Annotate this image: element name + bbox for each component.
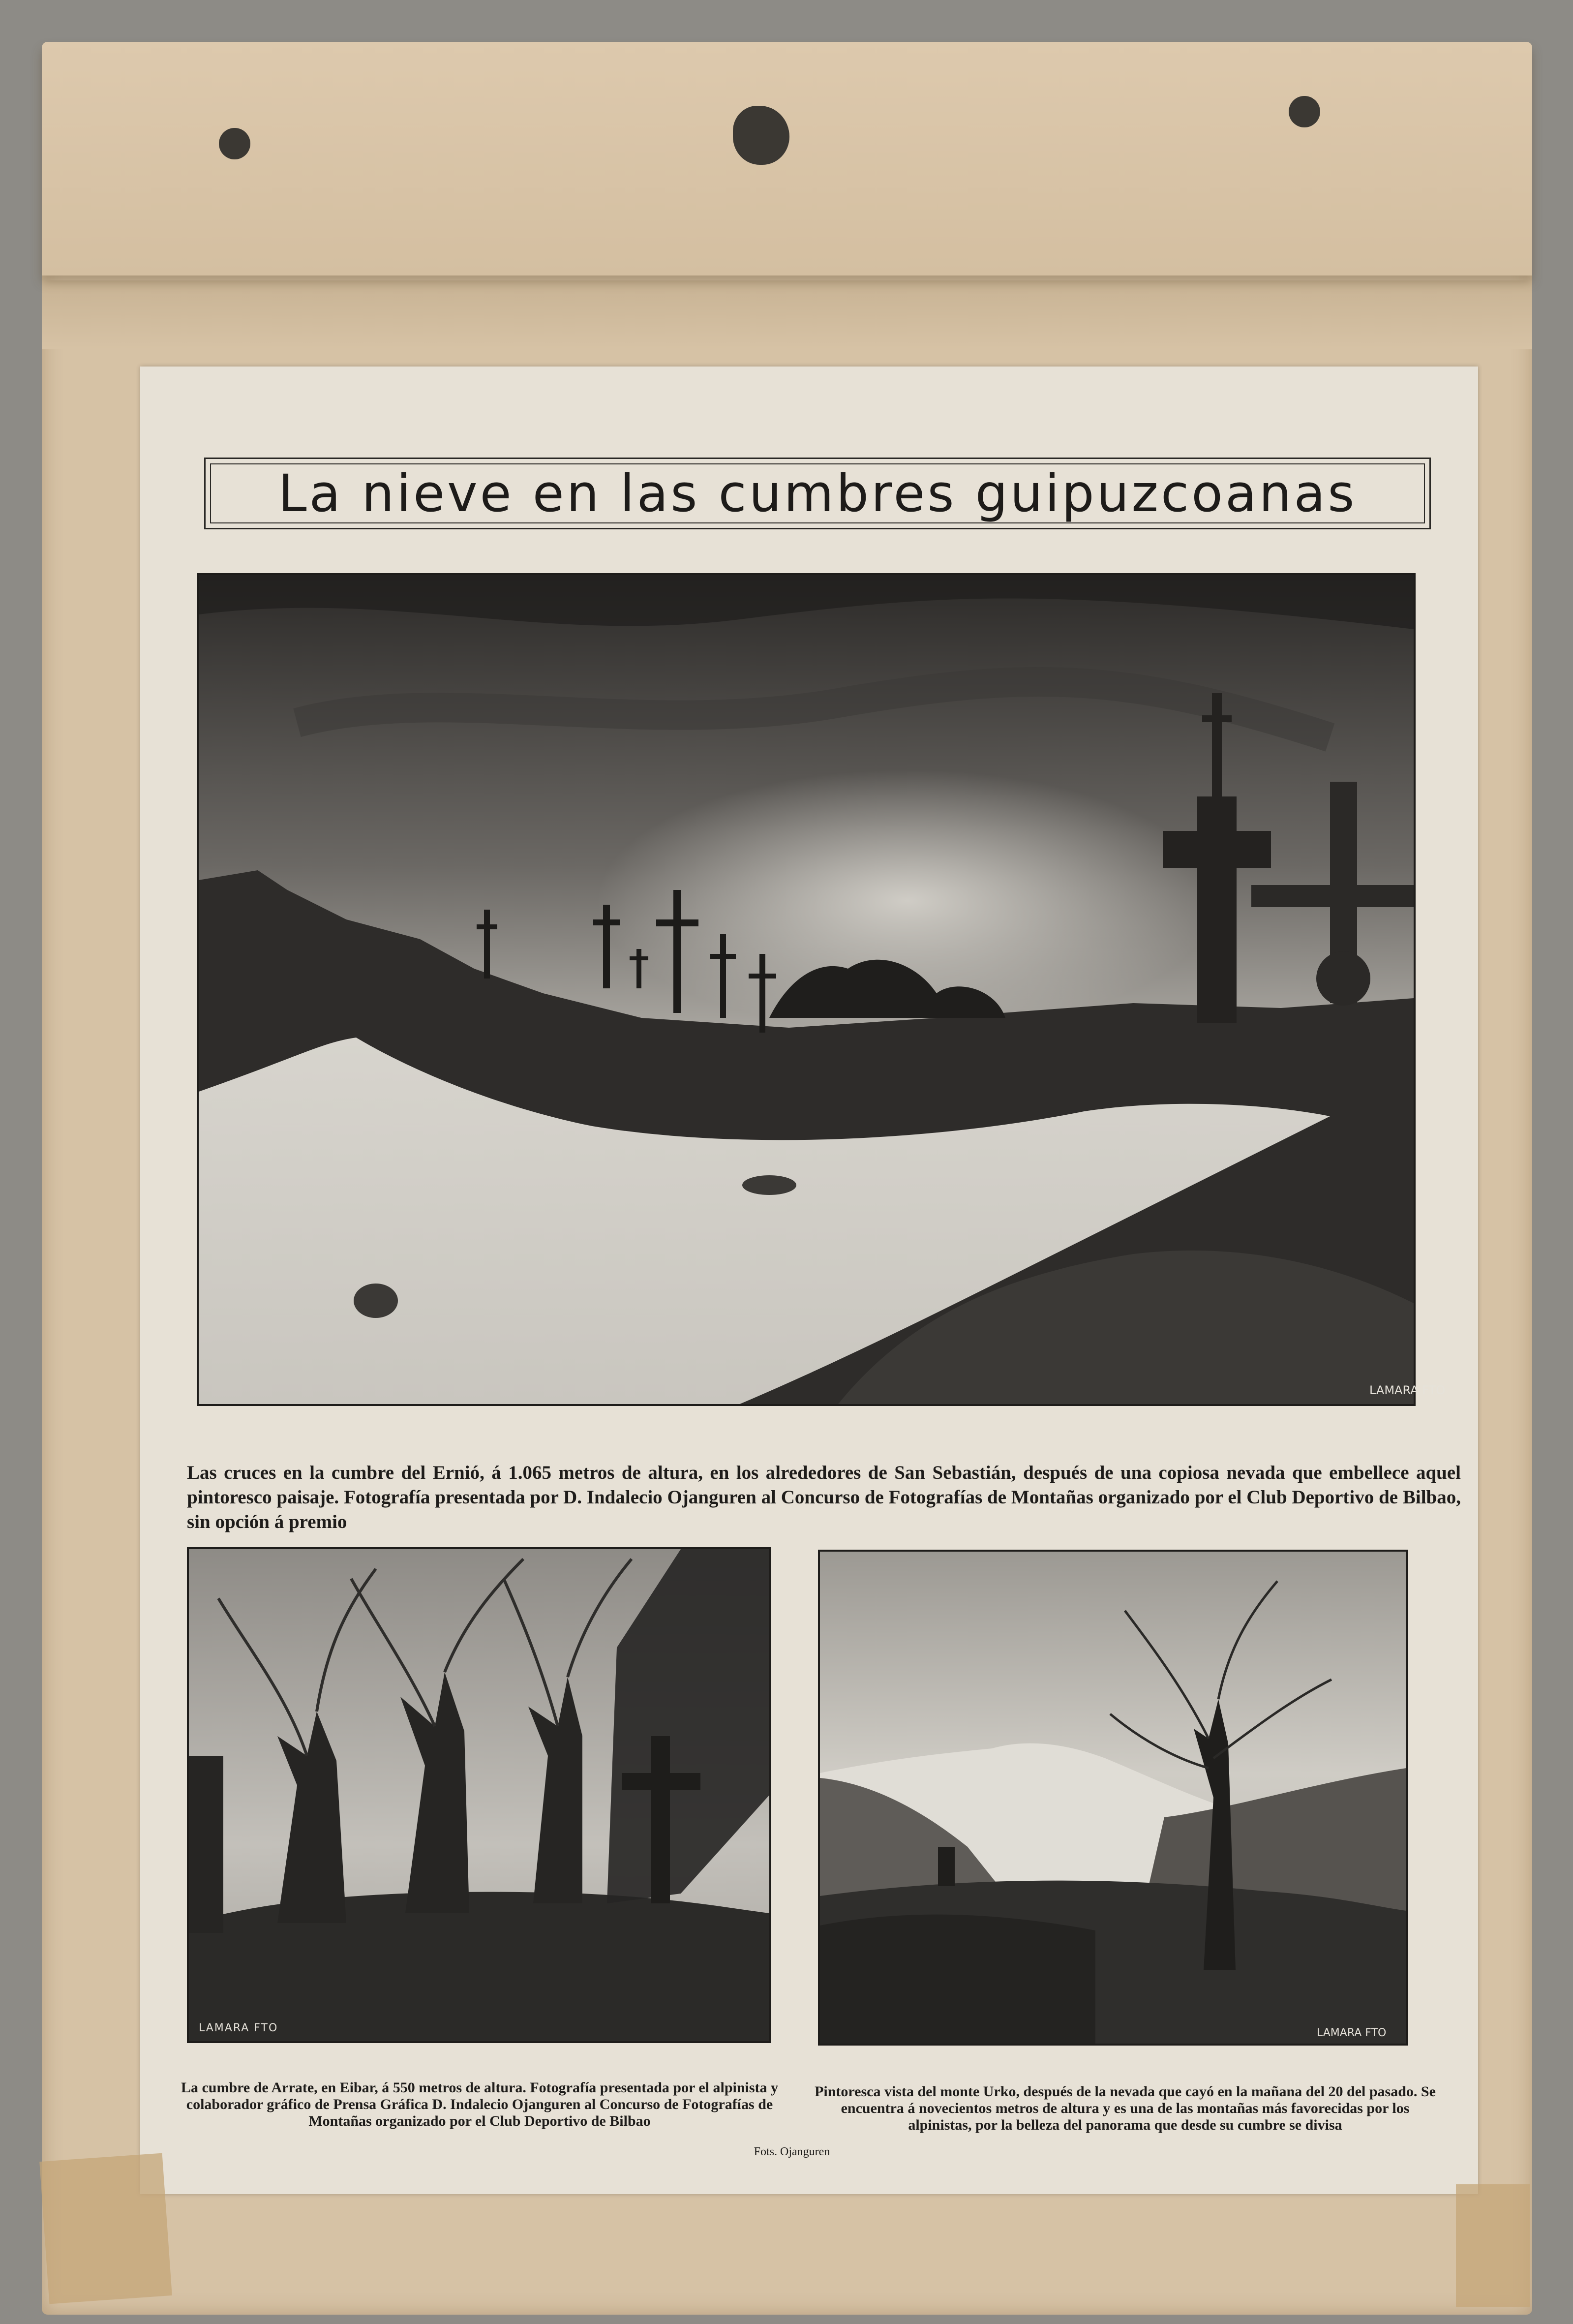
urko-photo-caption: Pintoresca vista del monte Urko, después de la nevada que cayó en la mañana del 20 del pasado. Se encuentra á novecientos metros de altura y es una de las montañas más favorecidas por los alpinistas, por la belleza del panorama que desde su cumbre se divisa — [815, 2083, 1436, 2133]
main-photo-cruces-ernio — [197, 573, 1446, 1406]
ernio-crosses-snow-image — [199, 575, 1446, 1404]
main-photo-credit: LAMARA FTO — [1369, 1383, 1446, 1397]
headline-box — [204, 458, 1431, 529]
photographer-credit: Fots. Ojanguren — [754, 2145, 830, 2158]
punch-hole-center — [733, 106, 789, 165]
arrate-photo — [187, 1547, 771, 2043]
arrate-trees-cross-image — [189, 1549, 769, 2041]
urko-photo-credit: LAMARA FTO — [1317, 2027, 1387, 2039]
board-top-flap — [42, 42, 1532, 275]
page-title: La nieve en las cumbres guipuzcoanas — [278, 463, 1357, 523]
board-fold-shadow — [42, 280, 1532, 349]
punch-hole-right — [1289, 96, 1320, 127]
arrate-photo-caption: La cumbre de Arrate, en Eibar, á 550 metros de altura. Fotografía presentada por el alpinista y colaborador gráfico de Prensa Gráfica D. Indalecio Ojanguren al Concurso de Fotografías de Montañas organizado por el Club Deportivo de Bilbao — [181, 2079, 779, 2129]
punch-hole-left — [219, 128, 250, 159]
tape-bottom-left — [39, 2153, 172, 2304]
arrate-photo-credit: LAMARA FTO — [199, 2022, 278, 2034]
newspaper-clipping — [140, 367, 1478, 2194]
urko-photo — [818, 1550, 1408, 2046]
tape-bottom-right — [1456, 2184, 1530, 2307]
main-photo-caption: Las cruces en la cumbre del Ernió, á 1.065 metros de altura, en los alrededores de San Sebastián, después de una copiosa nevada que embellece aquel pintoresco paisaje. Fotografía presentada por D. Indalecio Ojanguren al Concurso de Fotografías de Montañas organizado por el Club Deportivo de Bilbao, sin opción á premio — [187, 1462, 1461, 1532]
urko-mountain-tree-image — [820, 1552, 1406, 2044]
